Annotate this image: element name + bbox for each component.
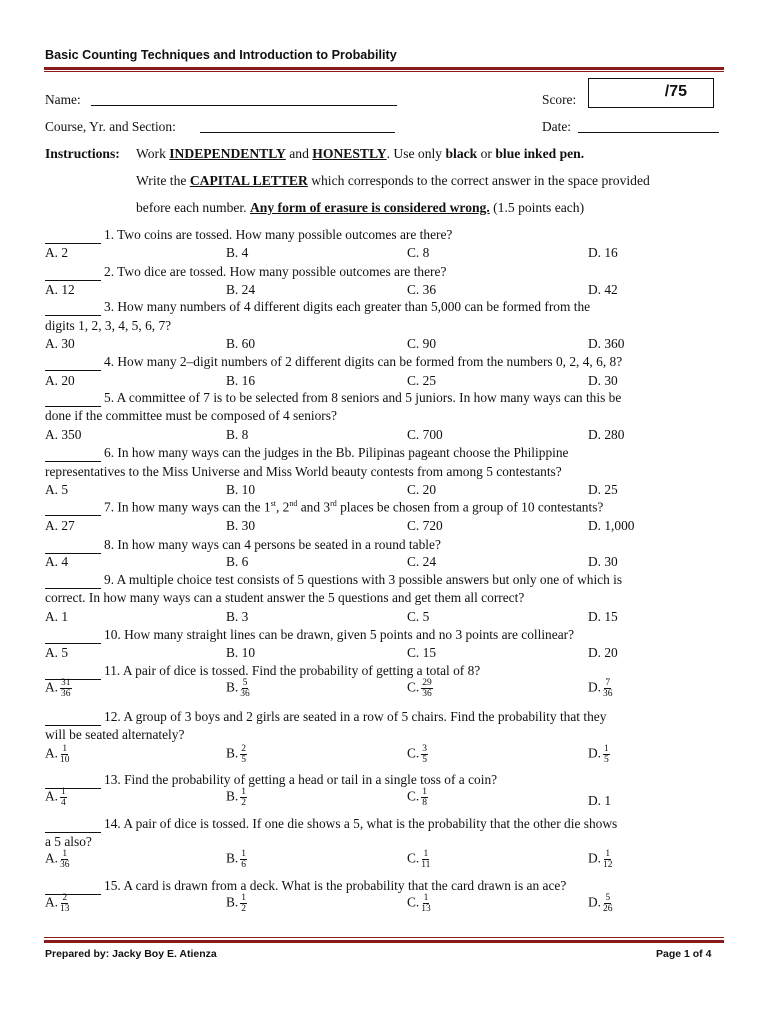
option-d: D. $\frac{1}{5}$	[588, 744, 609, 765]
option-c: C. $\frac{1}{11}$	[407, 849, 431, 870]
question-text: 9. A multiple choice test consists of 5 questions with 3 possible answers but only one of which is	[104, 572, 623, 587]
course-field[interactable]	[200, 132, 395, 133]
option-c: C. 36	[407, 282, 437, 297]
option-d: D. 1	[588, 793, 612, 808]
question-text: 11. A pair of dice is tossed. Find the probability of getting a total of 8?	[104, 663, 481, 678]
option-a: A. $\frac{1}{36}$	[45, 849, 70, 870]
question-6	[45, 445, 725, 462]
question-text: 1. Two coins are tossed. How many possible outcomes are there?	[104, 227, 453, 242]
option-c: C. $\frac{29}{36}$	[407, 678, 432, 699]
options-row	[45, 373, 725, 389]
options-row	[45, 336, 725, 352]
question-14	[45, 816, 725, 833]
answer-blank[interactable]	[45, 499, 101, 516]
option-d: D. 1,000	[588, 518, 635, 533]
option-d: D. 280	[588, 427, 625, 442]
question-13	[45, 772, 725, 789]
fraction: $\frac{1}{2}$	[241, 893, 247, 914]
option-d: D. 16	[588, 245, 618, 260]
option-d: D. 42	[588, 282, 618, 297]
question-text: 10. How many straight lines can be drawn, given 5 points and no 3 points are collinear?	[104, 627, 575, 642]
answer-blank[interactable]	[45, 354, 101, 371]
prepared-by: Prepared by: Jacky Boy E. Atienza	[45, 948, 217, 960]
options-row	[45, 482, 725, 498]
question-text-cont: representatives to the Miss Universe and Miss World beauty contests from among 5 contestants?	[45, 464, 562, 479]
question-text: 4. How many 2–digit numbers of 2 different digits can be formed from the numbers 0, 2, 4, 6, 8?	[104, 354, 623, 369]
option-c: C. 700	[407, 427, 443, 442]
option-d: D. 30	[588, 554, 618, 569]
page-number: Page 1 of 4	[656, 948, 712, 960]
option-a: A. 27	[45, 518, 75, 533]
question-text-cont: done if the committee must be composed of 4 seniors?	[45, 408, 337, 423]
option-a: A. 1	[45, 609, 69, 624]
page-title: Basic Counting Techniques and Introduction to Probability	[45, 48, 397, 62]
header-rule-thin	[44, 71, 724, 72]
option-a: A. $\frac{1}{4}$	[45, 787, 66, 808]
option-b: B. 30	[226, 518, 256, 533]
option-d: D. 360	[588, 336, 625, 351]
options-row	[45, 849, 725, 871]
options-row	[45, 678, 725, 700]
options-row	[45, 744, 725, 766]
fraction: $\frac{5}{26}$	[603, 893, 613, 914]
option-b: B. 3	[226, 609, 249, 624]
question-text: 2. Two dice are tossed. How many possible outcomes are there?	[104, 264, 447, 279]
question-text: 13. Find the probability of getting a head or tail in a single toss of a coin?	[104, 772, 498, 787]
option-c: C. $\frac{1}{13}$	[407, 893, 431, 914]
option-d: D. 25	[588, 482, 618, 497]
fraction: $\frac{1}{5}$	[604, 744, 609, 765]
option-c: C. $\frac{1}{8}$	[407, 787, 428, 808]
fraction: $\frac{7}{36}$	[603, 678, 613, 699]
answer-blank[interactable]	[45, 445, 101, 462]
options-row	[45, 893, 725, 915]
fraction: $\frac{1}{10}$	[60, 744, 70, 765]
option-c: C. 20	[407, 482, 437, 497]
instructions-line-3: before each number. Any form of erasure is considered wrong. (1.5 points each)	[136, 200, 585, 215]
option-a: A. $\frac{31}{36}$	[45, 678, 71, 699]
option-b: B. 16	[226, 373, 256, 388]
option-b: B. 4	[226, 245, 249, 260]
question-1	[45, 227, 725, 244]
option-b: B. $\frac{1}{2}$	[226, 893, 247, 914]
option-b: B. $\frac{2}{5}$	[226, 744, 247, 765]
fraction: $\frac{31}{36}$	[61, 678, 71, 699]
question-text: 12. A group of 3 boys and 2 girls are seated in a row of 5 chairs. Find the probability that they	[104, 709, 607, 724]
footer-rule-thin	[44, 937, 724, 938]
options-row	[45, 427, 725, 443]
option-d: D. 15	[588, 609, 618, 624]
option-d: D. 20	[588, 645, 618, 660]
answer-blank[interactable]	[45, 264, 101, 281]
option-c: C. 24	[407, 554, 437, 569]
option-c: C. 720	[407, 518, 443, 533]
question-text: 15. A card is drawn from a deck. What is the probability that the card drawn is an ace?	[104, 878, 567, 893]
question-10	[45, 627, 725, 644]
option-c: C. 25	[407, 373, 437, 388]
option-a: A. 12	[45, 282, 75, 297]
question-text-cont: digits 1, 2, 3, 4, 5, 6, 7?	[45, 318, 172, 333]
fraction: $\frac{2}{5}$	[241, 744, 247, 765]
fraction: $\frac{1}{4}$	[61, 787, 66, 808]
date-label: Date:	[542, 119, 571, 134]
header-rule	[44, 67, 724, 70]
answer-blank[interactable]	[45, 299, 101, 316]
option-a: A. 20	[45, 373, 75, 388]
score-value: /75	[664, 83, 687, 100]
option-c: C. 5	[407, 609, 430, 624]
question-text: 3. How many numbers of 4 different digits each greater than 5,000 can be formed from the	[104, 299, 591, 314]
score-label: Score:	[542, 92, 577, 107]
answer-blank[interactable]	[45, 627, 101, 644]
fraction: $\frac{1}{8}$	[422, 787, 428, 808]
answer-blank[interactable]	[45, 572, 101, 589]
fraction: $\frac{1}{11}$	[421, 849, 431, 870]
option-a: A. $\frac{2}{13}$	[45, 893, 70, 914]
question-text: 8. In how many ways can 4 persons be seated in a round table?	[104, 537, 441, 552]
option-c: C. 90	[407, 336, 437, 351]
question-text: 5. A committee of 7 is to be selected from 8 seniors and 5 juniors. In how many ways can this be	[104, 390, 622, 405]
option-c: C. 8	[407, 245, 430, 260]
question-12	[45, 709, 725, 726]
instructions-label: Instructions:	[45, 146, 120, 161]
option-a: A. $\frac{1}{10}$	[45, 744, 70, 765]
option-d: D. 30	[588, 373, 618, 388]
course-label: Course, Yr. and Section:	[45, 119, 176, 134]
options-row	[45, 518, 725, 534]
option-c: C. $\frac{3}{5}$	[407, 744, 428, 765]
question-9	[45, 572, 725, 589]
option-a: A. 5	[45, 645, 69, 660]
option-a: A. 350	[45, 427, 82, 442]
question-5	[45, 390, 725, 407]
answer-blank[interactable]	[45, 709, 101, 726]
fraction: $\frac{1}{12}$	[603, 849, 613, 870]
option-a: A. 2	[45, 245, 69, 260]
fraction: $\frac{1}{2}$	[241, 787, 247, 808]
question-8	[45, 537, 725, 554]
name-field[interactable]	[91, 105, 397, 106]
options-row	[45, 282, 725, 298]
option-b: B. $\frac{5}{36}$	[226, 678, 250, 699]
options-row	[45, 245, 725, 261]
option-b: B. 24	[226, 282, 256, 297]
option-c: C. 15	[407, 645, 437, 660]
fraction: $\frac{5}{36}$	[240, 678, 250, 699]
footer-rule	[44, 940, 724, 943]
option-d: D. $\frac{7}{36}$	[588, 678, 613, 699]
option-b: B. 10	[226, 645, 256, 660]
fraction: $\frac{1}{6}$	[241, 849, 247, 870]
question-2	[45, 264, 725, 281]
fraction: $\frac{1}{13}$	[421, 893, 431, 914]
option-b: B. 6	[226, 554, 249, 569]
option-b: B. 60	[226, 336, 256, 351]
question-3	[45, 299, 725, 316]
date-field[interactable]	[578, 132, 719, 133]
question-text: 6. In how many ways can the judges in the Bb. Pilipinas pageant choose the Philippine	[104, 445, 569, 460]
question-11	[45, 663, 725, 680]
fraction: $\frac{3}{5}$	[422, 744, 428, 765]
question-7: 7. In how many ways can the 1st, 2nd and 3rd places be chosen from a group of 10 contestants?	[45, 499, 725, 516]
answer-blank[interactable]	[45, 537, 101, 554]
question-text-cont: a 5 also?	[45, 834, 92, 849]
fraction: $\frac{1}{36}$	[60, 849, 70, 870]
answer-blank[interactable]	[45, 227, 101, 244]
options-row	[45, 609, 725, 625]
instructions-line-2: Write the CAPITAL LETTER which corresponds to the correct answer in the space provided	[136, 173, 650, 188]
option-d: D. $\frac{5}{26}$	[588, 893, 613, 914]
score-box	[588, 78, 714, 108]
answer-blank[interactable]	[45, 390, 101, 407]
option-b: B. $\frac{1}{6}$	[226, 849, 247, 870]
fraction: $\frac{29}{36}$	[422, 678, 432, 699]
options-row	[45, 787, 725, 809]
option-d: D. $\frac{1}{12}$	[588, 849, 613, 870]
question-text: 14. A pair of dice is tossed. If one die shows a 5, what is the probability that the other die shows	[104, 816, 618, 831]
option-a: A. 5	[45, 482, 69, 497]
question-text-cont: correct. In how many ways can a student answer the 5 questions and get them all correct?	[45, 590, 525, 605]
question-4	[45, 354, 725, 371]
question-text-cont: will be seated alternately?	[45, 727, 185, 742]
name-label: Name:	[45, 92, 81, 107]
options-row	[45, 554, 725, 570]
option-b: B. 8	[226, 427, 249, 442]
answer-blank[interactable]	[45, 816, 101, 833]
option-b: B. 10	[226, 482, 256, 497]
options-row	[45, 645, 725, 661]
option-b: B. $\frac{1}{2}$	[226, 787, 247, 808]
option-a: A. 4	[45, 554, 69, 569]
option-a: A. 30	[45, 336, 75, 351]
fraction: $\frac{2}{13}$	[60, 893, 70, 914]
question-15	[45, 878, 725, 895]
instructions-line-1: Work INDEPENDENTLY and HONESTLY. Use only black or blue inked pen.	[136, 146, 585, 161]
